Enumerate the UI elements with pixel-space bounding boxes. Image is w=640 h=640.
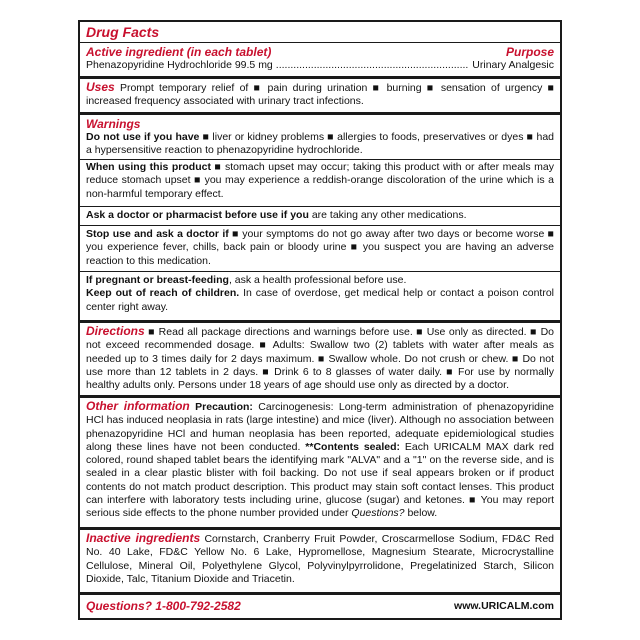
stop-use-text: ■ your symptoms do not go away after two days or become worse ■ you experience fever, chills, back pain or bloody urine ■ you suspect you are having an adverse reaction to this medication.: [86, 228, 554, 267]
when-using-block: [80, 161, 560, 201]
pregnant-label: If pregnant or breast-feeding: [86, 274, 229, 286]
active-ingredient-name: Phenazopyridine Hydrochloride 99.5 mg: [86, 59, 273, 71]
do-not-use-block: [86, 131, 554, 158]
keep-out-text: In case of overdose, get medical help or contact a poison control center right away.: [86, 287, 555, 313]
other-info-section: [80, 400, 560, 521]
active-ingredient-heading: Active ingredient (in each tablet): [86, 45, 272, 59]
when-using-text: ■ stomach upset may occur; taking this product with or after meals may reduce stomach upset ■ you may experience a reddish-orange discoloration of the urine which is a non-harmful temporary effect.: [86, 161, 554, 200]
directions-section: [80, 325, 560, 392]
contents-sealed-label: **Contents sealed:: [305, 440, 401, 453]
ask-doctor-text: are taking any other medications.: [311, 209, 467, 221]
pregnant-text: , ask a health professional before use.: [228, 274, 407, 286]
warnings-heading: Warnings: [86, 117, 141, 131]
other-info-text-a: Carcinogenesis: Long-term administration of phenazopyridine HCl has induced neoplasia in rats (large intestine) and mice (liver). Although no association between phenazopyridine HCl and human neoplasia has been reported, adequate epidemiological studies along these lines have not been conducted.: [86, 401, 554, 453]
questions-reference: Questions?: [351, 507, 405, 520]
when-using-label: When using this product: [86, 161, 211, 173]
do-not-use-label: Do not use if you have: [86, 131, 200, 143]
keep-out-line: [86, 287, 554, 314]
pregnant-keep-block: [80, 274, 560, 314]
website-link[interactable]: www.URICALM.com: [454, 600, 554, 612]
precaution-label: Precaution:: [195, 401, 253, 413]
keep-out-label: Keep out of reach of children.: [86, 287, 240, 300]
active-ingredient-purpose: Urinary Analgesic: [472, 59, 554, 71]
inactive-text: Cornstarch, Cranberry Fruit Powder, Croscarmellose Sodium, FD&C Red No. 40 Lake, FD&C Yellow No. 6 Lake, Hypromellose, Magnesium Stearate, Microcrystalline Cellulose, Mineral Oil, Polyethylene Glycol, Polyvinylpyrrolidone, Pregelatinized Starch, Silicon Dioxide, Talc, Titanium Dioxide and Triacetin.: [86, 533, 555, 585]
active-ingredient-row: [86, 59, 554, 72]
ask-doctor-label: Ask a doctor or pharmacist before use if you: [86, 209, 309, 221]
directions-text: ■ Read all package directions and warnings before use. ■ Use only as directed. ■ Do not exceed recommended dosage. ■ Adults: Swallow two (2) tablets with water after meals as needed up to 3 times daily for 2 days maximum. ■ Swallow whole. Do not crush or chew. ■ Do not use more than 12 tablets in 2 days. ■ Drink 6 to 8 glasses of water daily. ■ For use by normally healthy adults only. Persons under 18 years of age should use only as directed by a doctor.: [86, 326, 555, 392]
stop-use-label: Stop use and ask a doctor if: [86, 228, 229, 240]
questions-phone: Questions? 1-800-792-2582: [86, 599, 241, 613]
uses-text: Prompt temporary relief of ■ pain during urination ■ burning ■ sensation of urgency ■ increased frequency associated with urinary tract infections.: [86, 82, 554, 108]
purpose-heading: Purpose: [505, 45, 554, 59]
drug-facts-title: Drug Facts: [86, 24, 160, 40]
leader-dots: [276, 59, 470, 72]
active-heading-row: [86, 45, 554, 59]
directions-heading: Directions: [86, 324, 145, 338]
ask-doctor-block: [80, 209, 560, 222]
other-info-heading: Other information: [86, 399, 190, 413]
pregnant-line: [86, 274, 554, 287]
other-info-text-b: Each URICALM MAX dark red colored, round shaped tablet bears the identifying mark "ALVA" and a "1" on the reverse side, and is sealed in a clear plastic blister with foil backing. Do not use if seal appears broken or if product contents do not match product description. This product may stain soft contact lenses. This product can interfere with laboratory tests including urine, glucose (sugar) and ketones. ■ You may report serious side effects to the phone number provided under: [86, 440, 555, 520]
uses-section: [80, 81, 560, 109]
drug-facts-panel: [78, 20, 562, 620]
inactive-section: [80, 532, 560, 586]
stop-use-block: [80, 228, 560, 268]
uses-heading: Uses: [86, 80, 115, 94]
other-info-text-c: below.: [407, 507, 438, 520]
inactive-heading: Inactive ingredients: [86, 531, 201, 545]
do-not-use-text: ■ liver or kidney problems ■ allergies to foods, preservatives or dyes ■ had a hypersensitive reaction to phenazopyridine hydrochloride.: [86, 131, 555, 157]
